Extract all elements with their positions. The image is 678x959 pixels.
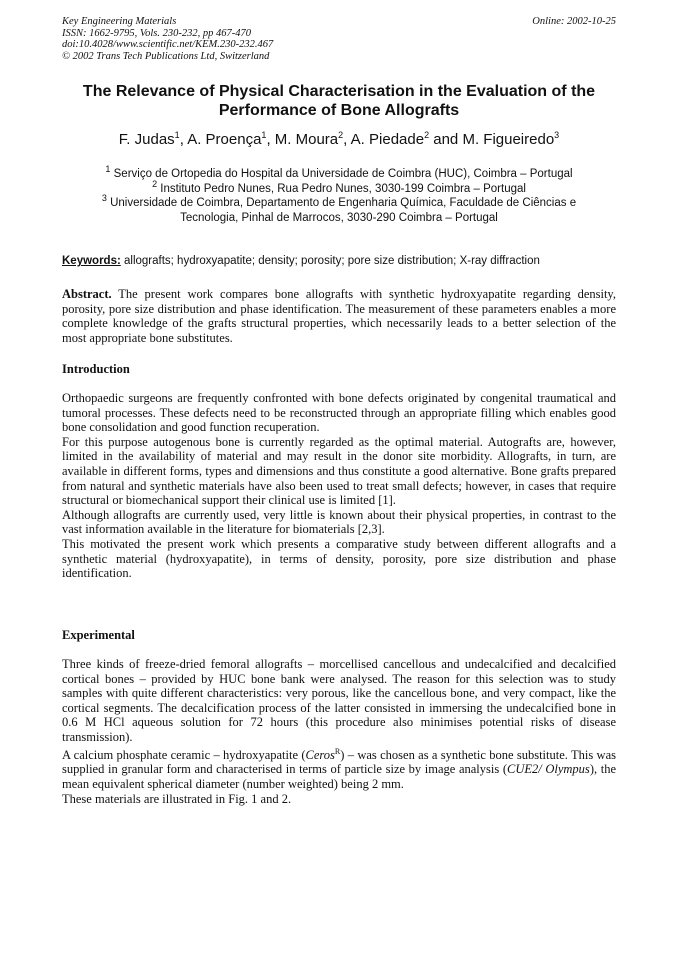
abstract	[62, 287, 616, 345]
affiliations	[62, 164, 616, 225]
experimental-body	[62, 657, 616, 806]
copyright-line: © 2002 Trans Tech Publications Ltd, Switzerland	[62, 50, 270, 62]
paragraph: Although allografts are currently used, very little is known about their physical properties, in contrast to the vast information available in the literature for biomaterials [2,3].	[62, 507, 616, 537]
affiliation: $^2$ Instituto Pedro Nunes, Rua Pedro Nunes, 3030-199 Coimbra – Portugal	[152, 178, 526, 195]
issn-line: ISSN: 1662-9795, Vols. 230-232, pp 467-470	[62, 27, 251, 39]
author: F. Judas$^1$,	[118, 130, 188, 148]
affiliation: $^1$ Serviço de Ortopedia do Hospital da Universidade de Coimbra (HUC), Coimbra – Portugal	[105, 164, 573, 180]
paragraph: For this purpose autogenous bone is currently regarded as the optimal material. Autografts are, however, limited in the availability of material and may result in the donor site morbidity. Allografts, in turn, are available in different forms, types and dimensions and thus constitute a good alternative. Bone grafts prepared from natural and synthetic materials have also been used to treat small defects; however, in cases that require structural or biomechanical support their clinical use is limited [1].	[62, 434, 616, 508]
section-heading-introduction: Introduction	[62, 362, 130, 376]
section-heading-experimental: Experimental	[62, 628, 135, 642]
paragraph: Orthopaedic surgeons are frequently confronted with bone defects originated by congenital traumatical and tumoral processes. These defects need to be reconstructed through an appropriate filling which enables good bone consolidation and good function recuperation.	[62, 391, 616, 435]
affiliation: $^3$ Universidade de Coimbra, Departamento de Engenharia Química, Faculdade de Ciências e	[101, 193, 577, 209]
paper-title	[62, 82, 616, 120]
author: M. Moura$^2$,	[274, 130, 351, 148]
keywords-label: Keywords:	[62, 255, 121, 267]
abstract-text: The present work compares bone allografts with synthetic hydroxyapatite regarding density, porosity, pore size distribution and phase identification. The measurement of these parameters enables a more complete knowledge of the grafts structural properties, which necessarily leads to a better selection of the most appropriate bone substitutes.	[62, 287, 616, 345]
author: A. Proença$^1$,	[187, 130, 275, 148]
paragraph: Three kinds of freeze-dried femoral allografts – morcellised cancellous and undecalcified and decalcified cortical bones – provided by HUC bone bank were analysed. The reason for this selection was to study samples with quite different characteristics: very porous, like the cancellous bone, and very compact, like the cortical segments. The decalcification process of the latter consisted in immersing the undecalcified bone in 0.6 M HCl aqueous solution for 72 hours (this procedure also minimises potential risks of disease transmission).	[62, 657, 616, 744]
keywords-text: allografts; hydroxyapatite; density; porosity; pore size distribution; X-ray diffraction	[120, 255, 540, 267]
journal-header	[62, 16, 273, 62]
title-line-2: Performance of Bone Allografts	[218, 102, 460, 119]
online-date: Online: 2002-10-25	[532, 16, 616, 27]
affiliation: Tecnologia, Pinhal de Marrocos, 3030-290 Coimbra – Portugal	[180, 211, 498, 224]
doi-line: doi:10.4028/www.scientific.net/KEM.230-232.467	[62, 39, 274, 50]
paragraph: A calcium phosphate ceramic – hydroxyapatite (Ceros$^R$) – was chosen as a synthetic bone substitute. This was supplied in granular form and characterised in terms of particle size by image analysis (CUE2/ Olympus), the mean equivalent spherical diameter (number weighted) being 2 mm.	[62, 746, 616, 791]
title-line-1: The Relevance of Physical Characterisation in the Evaluation of the	[82, 83, 596, 100]
abstract-label: Abstract.	[62, 287, 112, 301]
author: A. Piedade$^2$ and	[350, 130, 463, 148]
introduction-body	[62, 391, 616, 581]
author-list	[62, 131, 616, 149]
author: M. Figueiredo$^3$	[462, 130, 560, 148]
paragraph: This motivated the present work which presents a comparative study between different allografts and a synthetic material (hydroxyapatite), in terms of density, porosity, pore size distribution and phase identification.	[62, 536, 616, 581]
keywords	[62, 254, 616, 268]
paragraph: These materials are illustrated in Fig. 1 and 2.	[62, 791, 292, 806]
journal-name: Key Engineering Materials	[62, 16, 177, 27]
